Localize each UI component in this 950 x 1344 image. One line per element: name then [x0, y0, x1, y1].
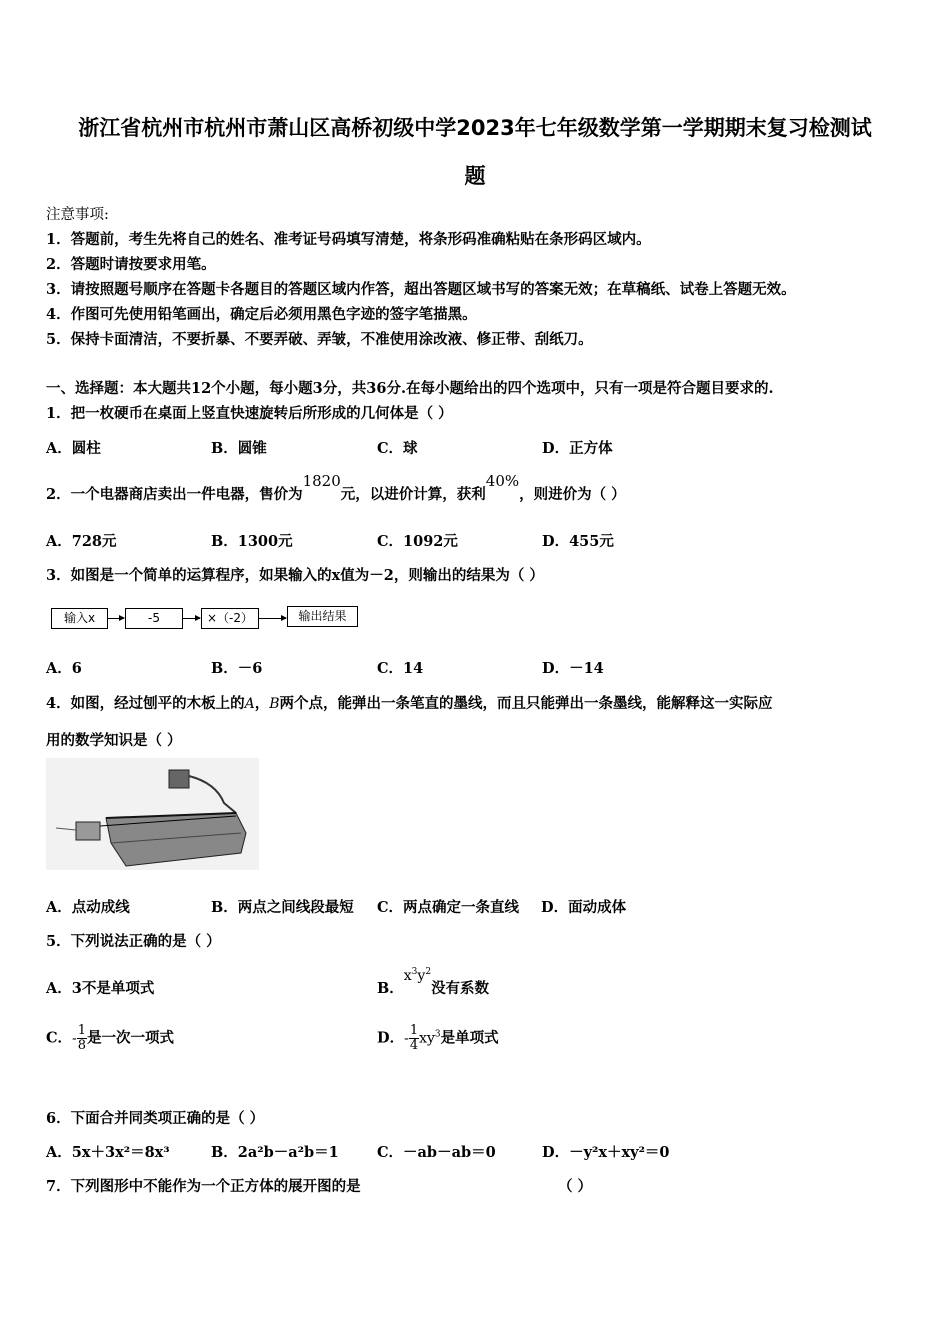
- q2-option-c: C．1092元: [377, 533, 458, 550]
- question-4-stem-line2: 用的数学知识是（ ）: [46, 732, 182, 749]
- wooden-board-image: [46, 758, 259, 870]
- q4-option-a: A．点动成线: [46, 899, 130, 916]
- q5-b-x-exp: 3: [411, 967, 418, 978]
- q4-point-b: B: [269, 696, 280, 712]
- q2-option-d: D．455元: [542, 533, 614, 550]
- q5-b-y-exp: 2: [425, 967, 432, 978]
- q5-d-den: 4: [409, 1038, 419, 1053]
- flow-input-box: 输入x: [51, 608, 108, 629]
- q5-c-label: C．: [46, 1029, 73, 1047]
- q5-c-num: 1: [77, 1023, 87, 1038]
- q5-option-d: [377, 1024, 499, 1053]
- q5-c-text: 是一次一项式: [87, 1029, 175, 1047]
- q3-option-a: A．6: [46, 660, 82, 677]
- q4-option-c: C．两点确定一条直线: [377, 899, 520, 916]
- q5-d-label: D．: [377, 1029, 405, 1047]
- q5-b-x: x: [403, 968, 412, 984]
- q6-option-a: A．5x＋3x²＝8x³: [46, 1144, 170, 1161]
- q1-option-c: C．球: [377, 440, 418, 457]
- flow-step-box: -5: [125, 608, 183, 629]
- section-heading: 一、选择题：本大题共12个小题，每小题3分，共36分.在每小题给出的四个选项中，只有一项是符合题目要求的.: [46, 380, 774, 397]
- q4-stem-a: 4．如图，经过刨平的木板上的: [46, 695, 245, 712]
- question-6-stem: 6．下面合并同类项正确的是（ ）: [46, 1110, 265, 1127]
- question-5-stem: 5．下列说法正确的是（ ）: [46, 933, 221, 950]
- q4-stem-b: 两个点，能弹出一条笔直的墨线，而且只能弹出一条墨线，能解释这一实际应: [279, 695, 773, 712]
- q3-option-d: D．－14: [542, 660, 604, 677]
- q6-option-c: C．－ab－ab＝0: [377, 1144, 496, 1161]
- question-3-stem: 3．如图是一个简单的运算程序，如果输入的x值为－2，则输出的结果为（ ）: [46, 567, 544, 584]
- q5-option-a: A．3不是单项式: [46, 980, 155, 997]
- q5-c-den: 8: [77, 1038, 87, 1053]
- doc-title-line1: 浙江省杭州市杭州市萧山区高桥初级中学2023年七年级数学第一学期期末复习检测试: [78, 116, 872, 140]
- q1-option-a: A．圆柱: [46, 440, 101, 457]
- q5-option-b: [377, 964, 490, 997]
- note-item: 5．保持卡面清洁，不要折暴、不要弄破、弄皱，不准使用涂改液、修正带、刮纸刀。: [46, 331, 593, 348]
- q4-point-a: A: [244, 696, 255, 712]
- q1-option-d: D．正方体: [542, 440, 613, 457]
- fraction-one-quarter: [409, 1024, 419, 1053]
- q5-b-text: 没有系数: [431, 980, 490, 997]
- q3-option-b: B．－6: [211, 660, 263, 677]
- q5-d-text: 是单项式: [440, 1029, 499, 1047]
- question-2-stem: [46, 470, 626, 503]
- question-1-stem: 1．把一枚硬币在桌面上竖直快速旋转后所形成的几何体是（ ）: [46, 405, 453, 422]
- notes-heading: 注意事项:: [46, 207, 109, 223]
- q4-comma: ，: [254, 695, 270, 712]
- q2-stem-c: ，则进价为（ ）: [519, 486, 626, 503]
- q5-d-num: 1: [409, 1023, 419, 1038]
- doc-title-line2: 题: [464, 164, 486, 188]
- q5-d-exp: 3: [434, 1029, 441, 1040]
- q2-stem-b: 元，以进价计算，获利: [340, 486, 486, 503]
- q4-option-d: D．面动成体: [541, 899, 627, 916]
- note-item: 1．答题前，考生先将自己的姓名、准考证号码填写清楚，将条形码准确粘贴在条形码区域内。: [46, 231, 651, 248]
- flow-arrow: [107, 618, 124, 619]
- flow-arrow: [182, 618, 200, 619]
- q4-option-b: B．两点之间线段最短: [211, 899, 354, 916]
- note-item: 3．请按照题号顺序在答题卡各题目的答题区域内作答，超出答题区域书写的答案无效；在草稿纸、试卷上答题无效。: [46, 281, 796, 298]
- question-7-stem: 7．下列图形中不能作为一个正方体的展开图的是: [46, 1178, 361, 1195]
- flow-arrow: [258, 618, 286, 619]
- q3-option-c: C．14: [377, 660, 424, 677]
- note-item: 2．答题时请按要求用笔。: [46, 256, 216, 273]
- fraction-one-eighth: [77, 1024, 87, 1053]
- q5-d-xy: xy: [419, 1030, 435, 1047]
- q2-price: 1820: [302, 472, 341, 490]
- q5-d-minus: -: [404, 1030, 409, 1047]
- q5-c-minus: -: [72, 1030, 77, 1047]
- q7-paren: （ ）: [558, 1178, 593, 1195]
- note-item: 4．作图可先使用铅笔画出，确定后必须用黑色字迹的签字笔描黑。: [46, 306, 477, 323]
- q6-option-d: D．－y²x＋xy²＝0: [542, 1144, 670, 1161]
- q5-option-c: [46, 1024, 174, 1053]
- flow-output-box: 输出结果: [287, 606, 358, 627]
- q2-percent: 40%: [485, 472, 520, 490]
- q6-option-b: B．2a²b－a²b＝1: [211, 1144, 339, 1161]
- q5-b-label: B．: [377, 980, 404, 997]
- flow-step-box: ×（-2）: [201, 608, 259, 629]
- q2-option-b: B．1300元: [211, 533, 293, 550]
- q2-stem-a: 2．一个电器商店卖出一件电器，售价为: [46, 486, 303, 503]
- q5-b-y: y: [417, 968, 426, 984]
- q2-option-a: A．728元: [46, 533, 117, 550]
- question-4-stem: [46, 692, 773, 713]
- q1-option-b: B．圆锥: [211, 440, 267, 457]
